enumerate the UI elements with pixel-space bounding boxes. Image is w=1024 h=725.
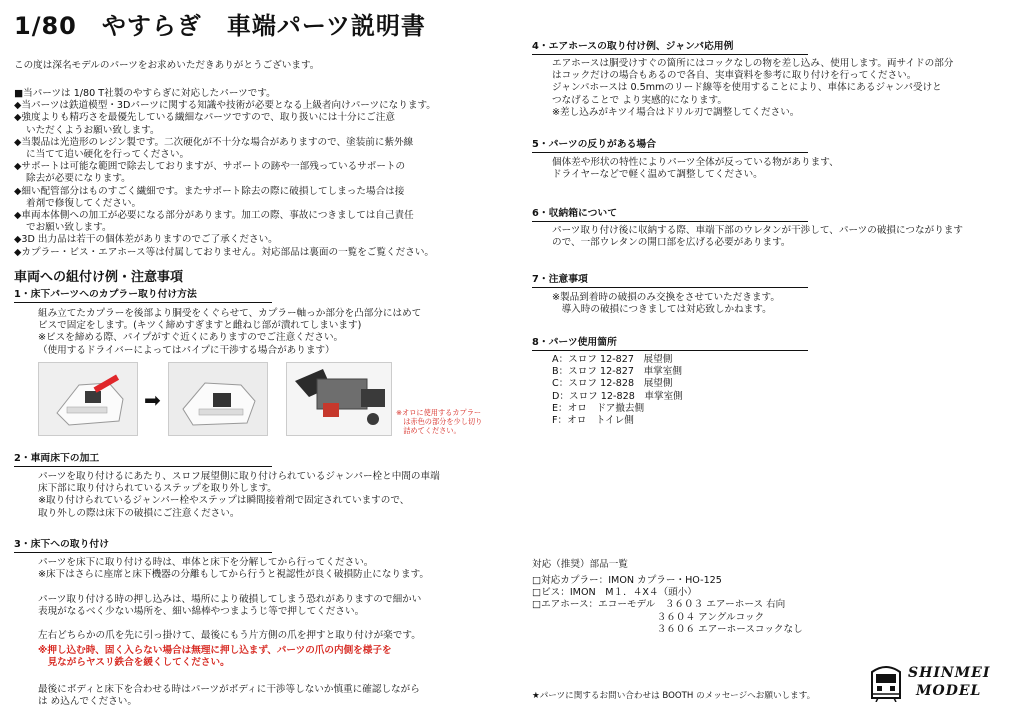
section-2-body: パーツを取り付けるにあたり、スロフ展望側に取り付けられているジャンパー栓と中間の車端 床下部に取り付けられているステップを取り外します。 ※取り付けられているジャンパー栓やステップは瞬間接着剤で固定されていますので、 取り外しの際は床下の破損にご注意ください。 [38,471,440,519]
notice-item: ◆当製品は光造形のレジン製です。二次硬化が不十分な場合がありますので、塗装前に紫外線 [14,136,414,148]
coupler-photo-after [168,362,268,436]
oro-coupler-note: ※オロに使用するカプラー は赤色の部分を少し切り 詰めてください。 [396,408,483,435]
section-2-heading: 2・車両床下の加工 [14,450,272,467]
section-5-body: 個体差や形状の特性によりパーツ全体が反っている物があります、 ドライヤーなどで軽く温めて調整してください。 [552,157,839,181]
notice-item: 除去が必要になります。 [26,173,131,185]
coupler-photo-before [38,362,138,436]
notice-item: ◆3D 出力品は若干の個体差がありますのでご了承ください。 [14,234,278,246]
notice-item: ◆細い配管部分はものすごく繊細です。またサポート除去の際に破損してしまった場合は接 [14,185,405,197]
notice-item: ◆当パーツは鉄道模型・3Dパーツに関する知識や技術が必要となる上級者向けパーツになります。 [14,100,436,112]
section-4-heading: 4・エアホースの取り付け例、ジャンパ応用例 [532,38,808,55]
parts-list-body: □対応カプラー：IMON カプラー・HO-125 □ビス：IMON M１．４X４（頭小） □エアホース：エコーモデル ３６０３ エアーホース 右向 ３６０４ アングルコック ３６０６ エアーホースコックなし [532,575,803,635]
notice-item: ◆車両本体側への加工が必要になる部分があります。加工の際、事故につきましては自己責任 [14,210,414,222]
notice-item: 着剤で修復してください。 [26,197,142,209]
contact-note: ★パーツに関するお問い合わせは BOOTH のメッセージへお願いします。 [532,691,816,701]
arrow-right-icon: ➡ [144,388,161,412]
section-1-heading: 1・床下パーツへのカプラー取り付け方法 [14,286,272,303]
section-4-body: エアホースは胴受けすぐの箇所にはコックなしの物を差し込み、使用します。両サイドの部分 はコックだけの場合もあるので各自、実車資料を参考に取り付けを行ってください。 ジャンパホースは 0.5mmのリード線等を使用することにより、車体にあるジャンパ受けと つなげることで より実感的になります。 ※差し込みがキツイ場合はドリル刃で調整してください。 [552,58,954,118]
section-7-body: ※製品到着時の破損のみ交換をさせていただきます。 導入時の破損につきましては対応致しかねます。 [552,292,780,316]
parts-list-heading: 対応（推奨）部品一覧 [532,559,628,570]
section-1-body: 組み立てたカプラーを後部より胴受をくぐらせて、カプラー軸っか部分を凸部分にはめて ビスで固定をします。(キツく締めすぎますと雌ねじ部が潰れてしまいます) ※ビスを締める際、パイプがすぐ近くにありますのでご注意ください。 （使用するドライバーによってはパイプに干渉する場合があります） [38,308,422,356]
section-3-heading: 3・床下への取り付け [14,536,272,553]
section-3-body-1: パーツを床下に取り付ける時は、車体と床下を分解してから行ってください。 ※床下はさらに座席と床下機器の分離もしてから行うと視認性が良く破損防止になります。 パーツ取り付ける時の押し込みは、場所により破損してしまう恐れがありますので細かい 表現がなるべく少ない場所を、細い綿棒やつまようじ等で押してください。 左右どちらかの爪を先に引っ掛けて、最後にもう片方側の爪を押すと取り付けが楽です。 [38,557,430,642]
notice-list [14,88,514,259]
section-6-heading: 6・収納箱について [532,205,808,222]
logo-line-1: SHINMEI [908,665,991,681]
section-8-body: A：スロフ 12-827 展望側 B：スロフ 12-827 車掌室側 C：スロフ 12-828 展望側 D：スロフ 12-828 車掌室側 E：オロ ドア撤去側 F：オロ トイレ側 [552,354,683,427]
assembly-heading: 車両への組付け例・注意事項 [14,270,184,285]
section-3-warning: ※押し込む時、固く入らない場合は無理に押し込まず、パーツの爪の内側を様子を 見ながらヤスリ鉄合を緩くしてください。 [38,645,392,669]
notice-item: でお願い致します。 [26,222,112,234]
intro-text: この度は深名モデルのパーツをお求めいただきありがとうございます。 [14,60,320,71]
section-8-heading: 8・パーツ使用箇所 [532,334,808,351]
notice-item: ■当パーツは 1/80 T社製のやすらぎに対応したパーツです。 [14,88,276,99]
notice-item: いただくようお願い致します。 [26,124,160,136]
notice-item: ◆強度よりも精巧さを最優先している繊細なパーツですので、取り扱いには十分にご注意 [14,112,395,124]
section-6-body: パーツ取り付け後に収納する際、車端下部のウレタンが干渉して、パーツの破損につながります ので、一部ウレタンの開口部を広げる必要があります。 [552,225,963,249]
shinmei-model-logo [868,660,996,708]
coupler-photo-oro [286,362,392,436]
notice-item: ◆カプラー・ビス・エアホース等は付属しておりません。対応部品は裏面の一覧をご覧ください。 [14,246,435,258]
notice-item: ◆サポートは可能な範囲で除去しておりますが、サポートの跡や一部残っているサポートの [14,161,406,173]
section-3-body-2: 最後にボディと床下を合わせる時はパーツがボディに干渉等しないか慎重に確認しながら は め込んでください。 [38,684,420,708]
section-5-heading: 5・パーツの反りがある場合 [532,136,808,153]
notice-item: に当てて追い硬化を行ってください。 [26,149,190,161]
section-7-heading: 7・注意事項 [532,271,808,288]
logo-line-2: MODEL [916,683,982,699]
train-front-icon [868,662,904,702]
page-title: 1/80 やすらぎ 車端パーツ説明書 [14,12,426,40]
